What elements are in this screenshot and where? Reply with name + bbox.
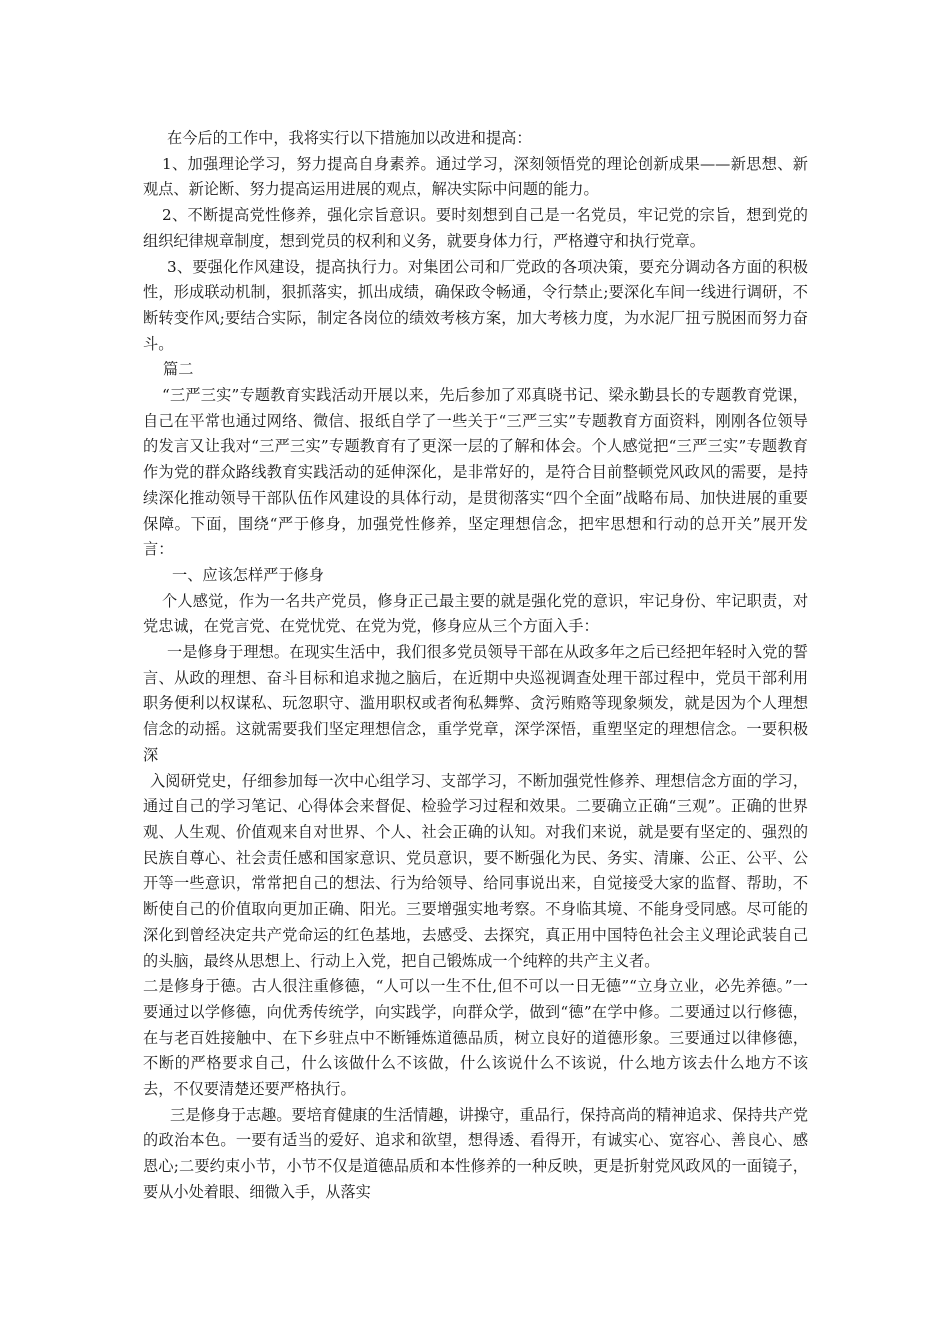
paragraph-ideals-continued: 入阅研党史，仔细参加每一次中心组学习、支部学习，不断加强党性修养、理想信念方面的学习，通过自己的学习笔记、心得体会来督促、检验学习过程和效果。二要确立正确“三观”。正确的世界观、人生观、价值观来自对世界、个人、社会正确的认知。对我们来说，就是要有坚定的、强烈的民族自尊心、社会责任感和国家意识、党员意识，要不断强化为民、务实、清廉、公正、公平、公开等一些意识，常常把自己的想法、行为给领导、给同事说出来，自觉接受大家的监督、帮助，不断使自己的价值取向更加正确、阳光。三要增强实地考察。不身临其境、不能身受同感。尽可能的深化到曾经决定共产党命运的红色基地，去感受、去探究，真正用中国特色社会主义理论武装自己的头脑，最终从思想上、行动上入党，把自己锻炼成一个纯粹的共产主义者。: [143, 771, 808, 970]
paragraph-item-2: 2、不断提高党性修养，强化宗旨意识。要时刻想到自己是一名党员，牢记党的宗旨，想到党的组织纪律规章制度，想到党员的权利和义务，就要身体力行，严格遵守和执行党章。: [143, 206, 808, 250]
paragraph-item-3: 3、要强化作风建设，提高执行力。对集团公司和厂党政的各项决策，要充分调动各方面的积极性，形成联动机制，狠抓落实，抓出成绩，确保政令畅通，令行禁止;要深化车间一线进行调研，不断转变作风;要结合实际，制定各岗位的绩效考核方案，加大考核力度，为水泥厂扭亏脱困而努力奋斗。: [143, 257, 808, 353]
section-heading-part-two: 篇二: [163, 360, 194, 379]
paragraph-intro: 在今后的工作中，我将实行以下措施加以改进和提高：: [167, 129, 532, 147]
paragraph-personal-view: 个人感觉，作为一名共产党员，修身正己最主要的就是强化党的意识，牢记身份、牢记职责，对党忠诚，在党言党、在党忧党、在党为党，修身应从三个方面入手：: [143, 591, 808, 636]
paragraph-ideals: 一是修身于理想。在现实生活中，我们很多党员领导干部在从政多年之后已经把年轻时入党的誓言、从政的理想、奋斗目标和追求抛之脑后，在近期中央巡视调查处理干部过程中，党员干部利用职务便利以权谋私、玩忽职守、滥用职权或者徇私舞弊、贪污贿赂等现象频发，就是因为个人理想信念的动摇。这就需要我们坚定理想信念，重学党章，深学深悟，重塑坚定的理想信念。一要积极深: [143, 643, 808, 764]
paragraph-part-two-intro: “三严三实”专题教育实践活动开展以来，先后参加了邓真晓书记、梁永勤县长的专题教育党课，自己在平常也通过网络、微信、报纸自学了一些关于“三严三实”专题教育方面资料，刚刚各位领导的发言又让我对“三严三实”专题教育有了更深一层的了解和体会。个人感觉把“三严三实”专题教育作为党的群众路线教育实践活动的延伸深化，是非常好的，是符合目前整顿党风政风的需要，是持续深化推动领导干部队伍作风建设的具体行动，是贯彻落实“四个全面”战略布局、加快进展的重要保障。下面，围绕“严于修身，加强党性修养，坚定理想信念，把牢思想和行动的总开关”展开发言：: [143, 386, 808, 559]
paragraph-item-1: 1、加强理论学习，努力提高自身素养。通过学习，深刻领悟党的理论创新成果——新思想、新观点、新论断、努力提高运用进展的观点，解决实际中问题的能力。: [143, 154, 808, 199]
subheading-how-to-cultivate: 一、应该怎样严于修身: [172, 565, 324, 584]
paragraph-virtue: 二是修身于德。古人很注重修德，“人可以一生不仕,但不可以一日无德”“立身立业，必先养德。”一要通过以学修德，向优秀传统学，向实践学，向群众学，做到“德”在学中修。二要通过以行修德，在与老百姓接触中、在下乡驻点中不断锤炼道德品质，树立良好的道德形象。三要通过以律修德，不断的严格要求自己，什么该做什么不该做，什么该说什么不该说，什么地方该去什么地方不该去，不仅要清楚还要严格执行。: [143, 977, 808, 1099]
paragraph-interests: 三是修身于志趣。要培育健康的生活情趣，讲操守，重品行，保持高尚的精神追求、保持共产党的政治本色。一要有适当的爱好、追求和欲望，想得透、看得开，有诚实心、宽容心、善良心、感恩心;二要约束小节，小节不仅是道德品质和本性修养的一种反映，更是折射党风政风的一面镜子，要从小处着眼、细微入手，从落实: [143, 1105, 808, 1201]
document-body: [143, 126, 808, 1206]
